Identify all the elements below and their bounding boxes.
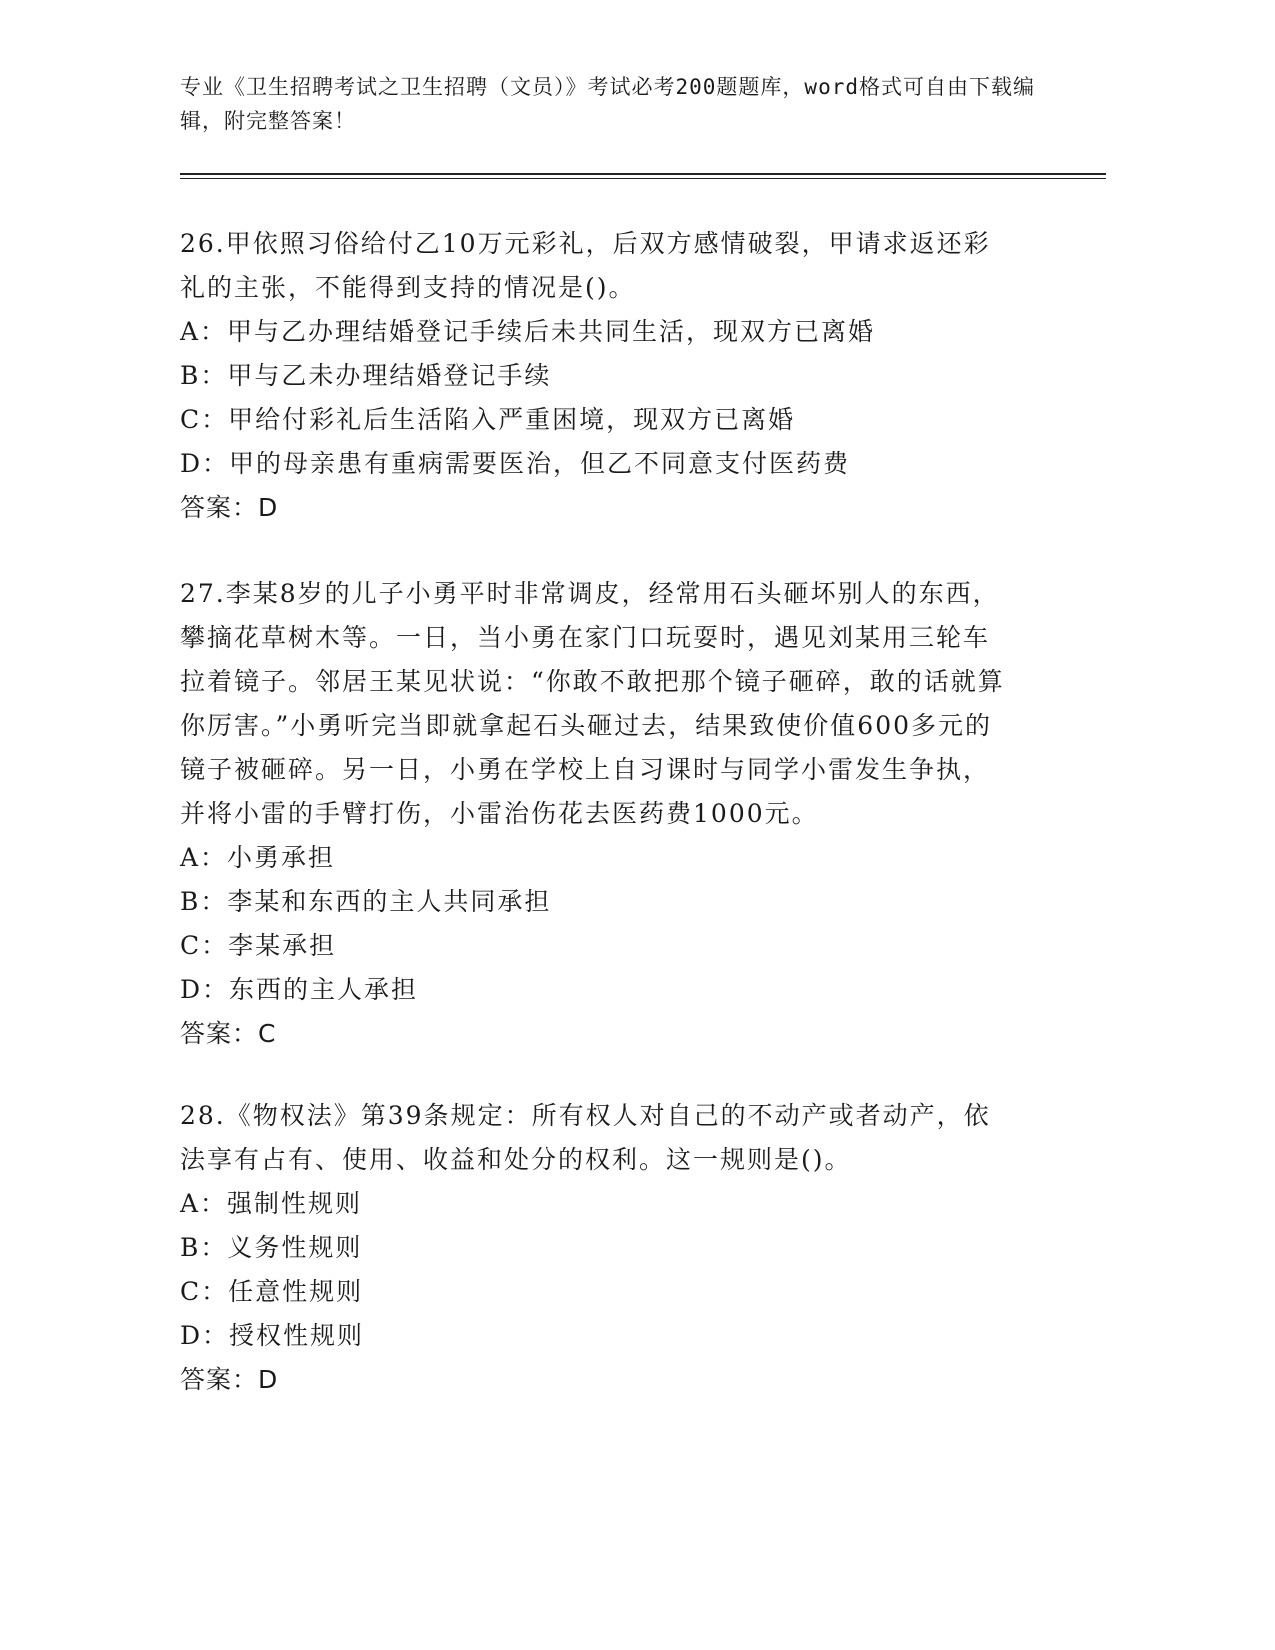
option-b: B：李某和东西的主人共同承担	[180, 887, 552, 916]
answer-line: 答案：C	[180, 1019, 277, 1048]
option-a: A：甲与乙办理结婚登记手续后未共同生活，现双方已离婚	[180, 317, 876, 346]
answer-line: 答案：D	[180, 1365, 279, 1394]
question-stem: 26.甲依照习俗给付乙10万元彩礼，后双方感情破裂，甲请求返还彩礼的主张，不能得到支持的情况是()。	[180, 229, 991, 302]
question-27	[180, 572, 1080, 1056]
option-d: D：甲的母亲患有重病需要医治，但乙不同意支付医药费	[180, 449, 851, 478]
option-c: C：李某承担	[180, 931, 337, 960]
option-b: B：义务性规则	[180, 1233, 363, 1262]
document-header: 专业《卫生招聘考试之卫生招聘（文员）》考试必考200题题库，word格式可自由下载编辑，附完整答案！	[180, 75, 1035, 133]
option-a: A：强制性规则	[180, 1189, 363, 1218]
question-26	[180, 222, 1080, 530]
option-c: C：任意性规则	[180, 1277, 364, 1306]
header-divider-thin	[180, 178, 1106, 179]
question-stem: 27.李某8岁的儿子小勇平时非常调皮，经常用石头砸坏别人的东西，攀摘花草树木等。一日，当小勇在家门口玩耍时，遇见刘某用三轮车拉着镜子。邻居王某见状说：“你敢不敢把那个镜子砸碎，敢的话就算你厉害。”小勇听完当即就拿起石头砸过去，结果致使价值600多元的镜子被砸碎。另一日，小勇在学校上自习课时与同学小雷发生争执，并将小雷的手臂打伤，小雷治伤花去医药费1000元。	[180, 579, 1005, 828]
option-c: C：甲给付彩礼后生活陷入严重困境，现双方已离婚	[180, 405, 796, 434]
option-b: B：甲与乙未办理结婚登记手续	[180, 361, 552, 390]
option-a: A：小勇承担	[180, 843, 336, 872]
question-stem: 28.《物权法》第39条规定：所有权人对自己的不动产或者动产，依法享有占有、使用、收益和处分的权利。这一规则是()。	[180, 1101, 991, 1174]
header-divider-thick	[180, 173, 1106, 175]
option-d: D：授权性规则	[180, 1321, 365, 1350]
option-d: D：东西的主人承担	[180, 975, 419, 1004]
question-28	[180, 1094, 1080, 1402]
answer-line: 答案：D	[180, 493, 279, 522]
